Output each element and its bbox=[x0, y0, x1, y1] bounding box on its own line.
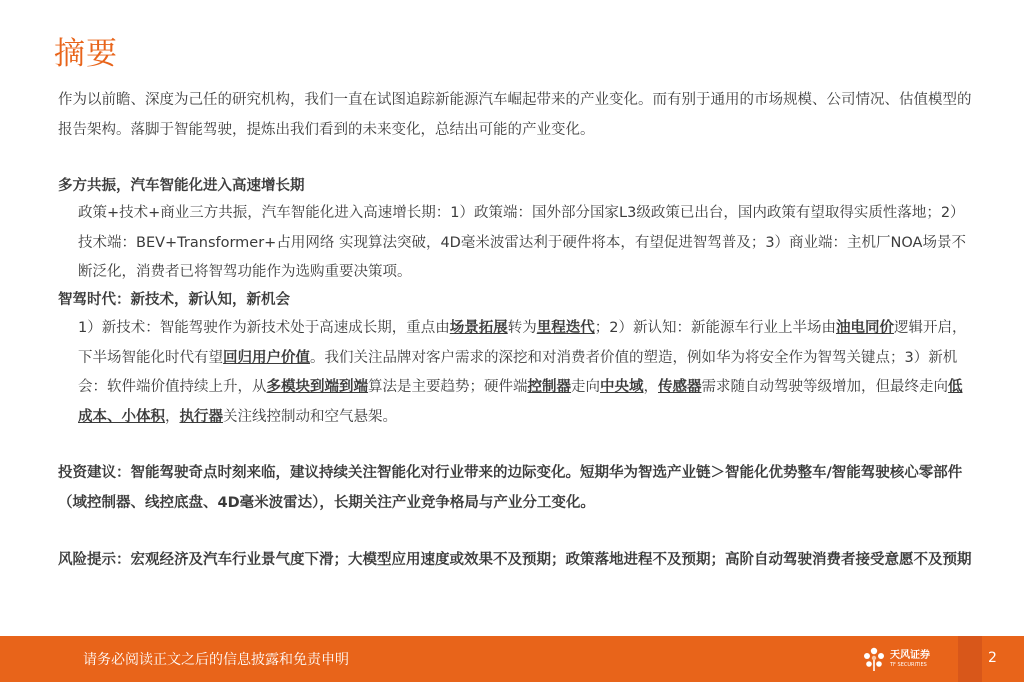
text-run: 关注线控制动和空气悬架。 bbox=[223, 408, 397, 425]
section-body-resonance: 政策+技术+商业三方共振，汽车智能化进入高速增长期：1）政策端：国外部分国家L3级政策已出台，国内政策有望取得实质性落地；2）技术端：BEV+Transformer+占用网络 实现算法突破，4D毫米波雷达利于硬件将本，有望促进智驾普及；3）商业端：主机厂NOA场景不断泛化，消费者已将智驾功能作为选购重要决策项。 bbox=[78, 205, 966, 280]
footer-bar bbox=[0, 636, 1024, 682]
section-heading-resonance: 多方共振，汽车智能化进入高速增长期 bbox=[58, 178, 305, 194]
investment-advice: 投资建议：智能驾驶奇点时刻来临，建议持续关注智能化对行业带来的边际变化。短期华为智选产业链＞智能化优势整车/智能驾驶核心零部件（域控制器、线控底盘、4D毫米波雷达），长期关注产业竞争格局与产业分工变化。 bbox=[58, 465, 963, 511]
flower-logo-icon bbox=[862, 646, 886, 672]
text-run: ， bbox=[643, 379, 658, 395]
highlight-term: 控制器 bbox=[527, 379, 571, 395]
text-run: ；2）新认知：新能源车行业上半场由 bbox=[594, 320, 836, 336]
highlight-term: 里程迭代 bbox=[536, 320, 595, 336]
highlight-term: 油电同价 bbox=[835, 320, 894, 336]
highlight-term: 低成本、小体积 bbox=[78, 379, 963, 425]
footer-accent-block bbox=[958, 636, 982, 682]
logo-name-cn: 天风证券 bbox=[890, 649, 930, 661]
text-run: 1）新技术：智能驾驶作为新技术处于高速成长期，重点由 bbox=[78, 320, 450, 336]
section-heading-era: 智驾时代：新技术，新认知，新机会 bbox=[58, 292, 290, 308]
highlight-term: 执行器 bbox=[179, 408, 223, 425]
highlight-term: 回归用户价值 bbox=[223, 349, 310, 366]
intro-paragraph: 作为以前瞻、深度为己任的研究机构，我们一直在试图追踪新能源汽车崛起带来的产业变化。而有别于通用的市场规模、公司情况、估值模型的报告架构。落脚于智能驾驶，提炼出我们看到的未来变化，总结出可能的产业变化。 bbox=[58, 92, 972, 138]
highlight-term: 多模块到端到端 bbox=[266, 379, 368, 395]
text-run: 走向 bbox=[571, 379, 600, 395]
highlight-term: 传感器 bbox=[658, 379, 702, 395]
company-logo bbox=[862, 645, 930, 673]
text-run: 。我们关注品牌对客户需求的深挖和对消费者价值的塑造，例如华为将安全作为智驾关键点；3）新机会：软件端价值持续上升，从 bbox=[78, 349, 958, 395]
page-title: 摘要 bbox=[54, 36, 118, 72]
text-run: ， bbox=[165, 408, 180, 425]
text-run: 转为 bbox=[507, 320, 537, 336]
text-run: 需求随自动驾驶等级增加，但最终走向 bbox=[701, 379, 948, 395]
risk-warning: 风险提示：宏观经济及汽车行业景气度下滑；大模型应用速度或效果不及预期；政策落地进程不及预期；高阶自动驾驶消费者接受意愿不及预期 bbox=[58, 552, 972, 568]
logo-name-en: TF SECURITIES bbox=[890, 661, 927, 668]
highlight-term: 中央域 bbox=[600, 379, 644, 395]
highlight-term: 场景拓展 bbox=[449, 320, 508, 336]
section-body-era bbox=[78, 314, 973, 432]
disclaimer-text: 请务必阅读正文之后的信息披露和免责申明 bbox=[83, 652, 349, 668]
page-number: 2 bbox=[988, 650, 997, 666]
text-run: 逻辑开启，下半场智能化时代有望 bbox=[78, 320, 967, 366]
text-run: 算法是主要趋势；硬件端 bbox=[368, 379, 528, 395]
